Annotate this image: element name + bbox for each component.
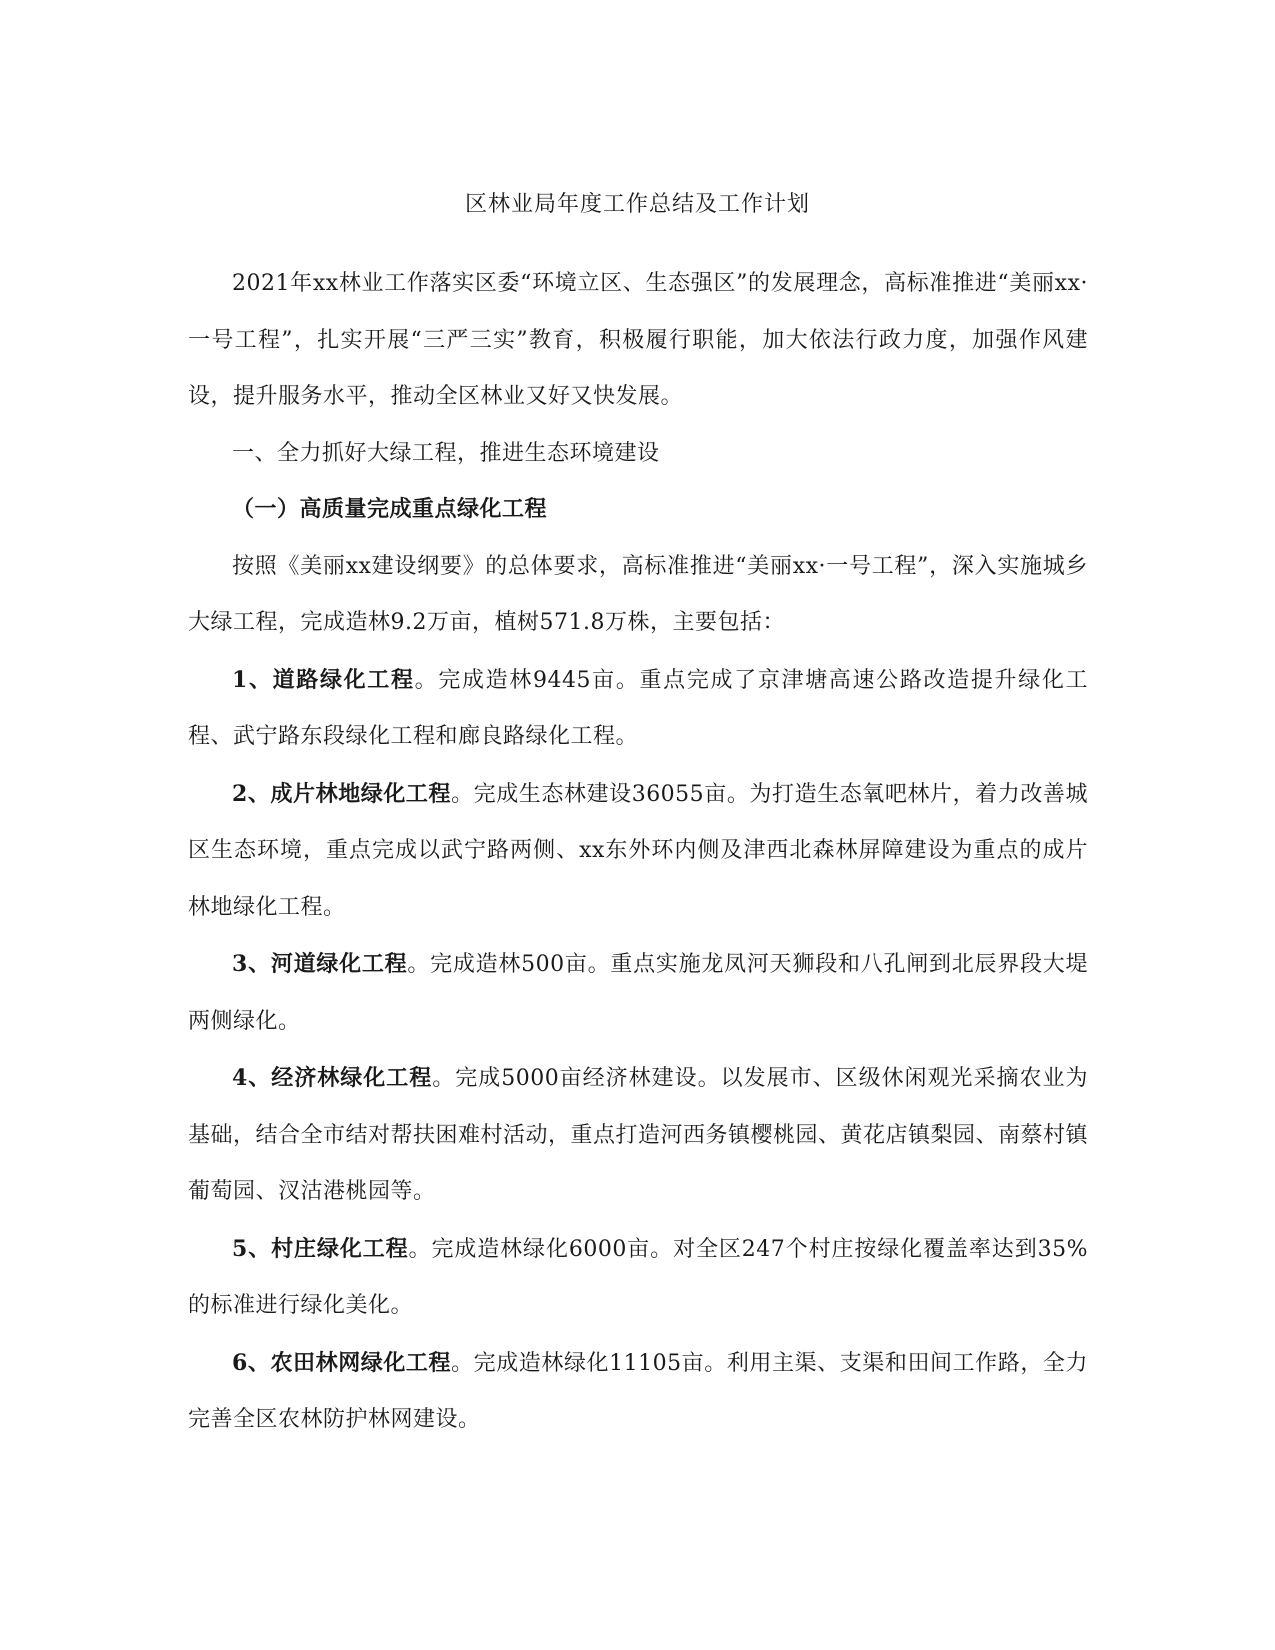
item-lead: 6、农田林网绿化工程 <box>232 1349 452 1376</box>
item-text: 。完成造林绿化11105亩。利用主渠、支渠和田间工作路，全力完善全区农林防护林网建设。 <box>188 1350 1088 1432</box>
item-text: 。完成造林500亩。重点实施龙凤河天狮段和八孔闸到北辰界段大堤两侧绿化。 <box>188 952 1088 1034</box>
item-text: 。完成造林绿化6000亩。对全区247个村庄按绿化覆盖率达到35%的标准进行绿化美化。 <box>188 1236 1089 1318</box>
item-text: 。完成5000亩经济林建设。以发展市、区级休闲观光采摘农业为基础，结合全市结对帮扶困难村活动，重点打造河西务镇樱桃园、黄花店镇梨园、南蔡村镇葡萄园、汊沽港桃园等。 <box>188 1066 1089 1204</box>
item-paragraph <box>188 652 1088 766</box>
subsection-intro-paragraph: 按照《美丽xx建设纲要》的总体要求，高标准推进“美丽xx·一号工程”，深入实施城乡大绿工程，完成造林9.2万亩，植树571.8万株，主要包括： <box>188 553 1088 635</box>
subsection-heading: （一）高质量完成重点绿化工程 <box>232 497 548 522</box>
item-lead: 2、成片林地绿化工程 <box>232 780 452 807</box>
section-heading: 一、全力抓好大绿工程，推进生态环境建设 <box>232 440 660 466</box>
item-paragraph <box>188 936 1088 1050</box>
document-body <box>188 256 1088 1449</box>
item-paragraph <box>188 1335 1088 1449</box>
intro-paragraph: 2021年xx林业工作落实区委“环境立区、生态强区”的发展理念，高标准推进“美丽xx·一号工程”，扎实开展“三严三实”教育，积极履行职能，加大依法行政力度，加强作风建设，提升服务水平，推动全区林业又好又快发展。 <box>188 271 1088 409</box>
item-lead: 3、河道绿化工程 <box>232 951 408 977</box>
item-text: 。完成造林9445亩。重点完成了京津塘高速公路改造提升绿化工程、武宁路东段绿化工程和廊良路绿化工程。 <box>188 667 1088 749</box>
item-paragraph <box>188 1221 1088 1335</box>
item-lead: 4、经济林绿化工程 <box>232 1065 433 1091</box>
item-paragraph <box>188 766 1088 937</box>
item-lead: 5、村庄绿化工程 <box>232 1235 409 1262</box>
item-lead: 1、道路绿化工程 <box>232 666 415 693</box>
document-title: 区林业局年度工作总结及工作计划 <box>464 192 810 217</box>
item-paragraph <box>188 1050 1088 1221</box>
item-text: 。完成生态林建设36055亩。为打造生态氧吧林片，着力改善城区生态环境，重点完成以武宁路两侧、xx东外环内侧及津西北森林屏障建设为重点的成片林地绿化工程。 <box>188 781 1088 920</box>
